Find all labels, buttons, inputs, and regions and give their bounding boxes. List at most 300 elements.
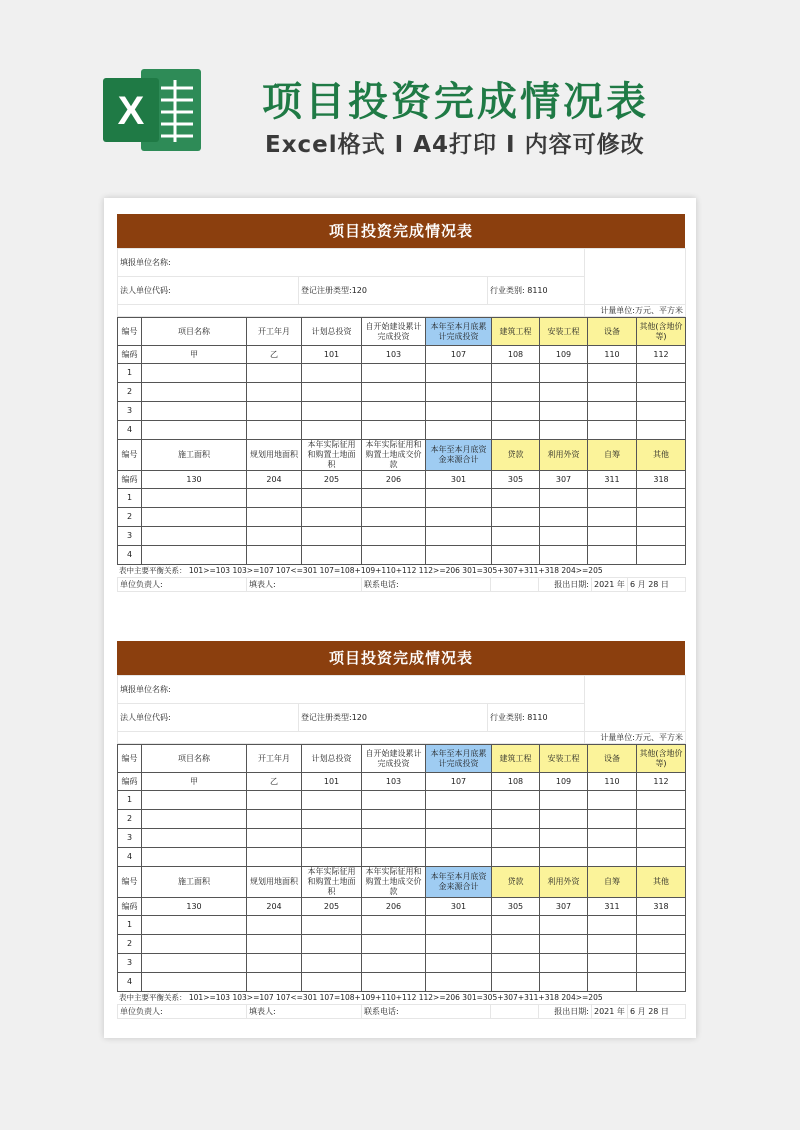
- table1-code-cell: 101: [302, 346, 362, 364]
- data-cell[interactable]: [142, 810, 247, 829]
- data-cell[interactable]: [540, 916, 588, 935]
- data-cell[interactable]: [492, 489, 540, 508]
- data-cell[interactable]: [492, 935, 540, 954]
- table2-header: 本年至本月底资金来源合计: [426, 867, 492, 898]
- data-cell[interactable]: [362, 810, 426, 829]
- report-month-value: 6: [630, 579, 636, 589]
- table1-code-cell: 110: [588, 773, 637, 791]
- table1-header: 其他(含地价等): [637, 745, 686, 773]
- sheet-info-table: [117, 675, 686, 744]
- table2-code-cell: 318: [637, 898, 686, 916]
- data-cell[interactable]: [637, 421, 686, 440]
- report-date-label: 报出日期:: [539, 578, 592, 592]
- data-cell[interactable]: [247, 508, 302, 527]
- data-cell[interactable]: [637, 546, 686, 565]
- data-cell[interactable]: [492, 364, 540, 383]
- data-cell[interactable]: [426, 791, 492, 810]
- document-paper: [104, 198, 696, 1038]
- unit-head-label: 单位负责人:: [118, 578, 247, 592]
- data-cell[interactable]: [637, 973, 686, 992]
- report-day-value: 28: [648, 1006, 659, 1016]
- table2-header: 施工面积: [142, 867, 247, 898]
- data-cell[interactable]: [426, 829, 492, 848]
- balance-note: 表中主要平衡关系： 101>=103 103>=107 107<=301 107=108+109+110+112 112>=206 301=305+307+311+318 204>=205: [119, 993, 603, 1002]
- report-date-label: 报出日期:: [539, 1005, 592, 1019]
- page-subtitle: Excel格式 I A4打印 I 内容可修改: [265, 132, 645, 158]
- table1-code-cell: 110: [588, 346, 637, 364]
- table2-code-cell: 311: [588, 471, 637, 489]
- data-cell[interactable]: [302, 848, 362, 867]
- data-cell[interactable]: [142, 935, 247, 954]
- table1-code-cell: 109: [540, 346, 588, 364]
- data-cell[interactable]: [540, 508, 588, 527]
- data-cell[interactable]: [362, 848, 426, 867]
- table1-header: 自开始建设累计完成投资: [362, 745, 426, 773]
- table1-header: 编号: [118, 745, 142, 773]
- data-cell[interactable]: [492, 810, 540, 829]
- table1-header: 本年至本月底累计完成投资: [426, 745, 492, 773]
- table2-code-cell: 编码: [118, 471, 142, 489]
- data-cell[interactable]: [426, 954, 492, 973]
- table-row: [118, 402, 686, 421]
- data-cell[interactable]: [302, 916, 362, 935]
- data-cell[interactable]: [637, 508, 686, 527]
- table-row: [118, 421, 686, 440]
- table2-code-cell: 206: [362, 898, 426, 916]
- data-cell[interactable]: [302, 383, 362, 402]
- data-cell[interactable]: [540, 973, 588, 992]
- table1-header: 自开始建设累计完成投资: [362, 318, 426, 346]
- table2-code-cell: 307: [540, 471, 588, 489]
- row-number: 2: [118, 508, 142, 527]
- data-cell[interactable]: [540, 527, 588, 546]
- data-cell[interactable]: [426, 546, 492, 565]
- data-cell[interactable]: [637, 527, 686, 546]
- data-cell[interactable]: [637, 383, 686, 402]
- data-cell[interactable]: [540, 489, 588, 508]
- data-cell[interactable]: [588, 848, 637, 867]
- row-number: 1: [118, 489, 142, 508]
- report-sheet-2: [117, 641, 685, 1019]
- data-cell[interactable]: [247, 810, 302, 829]
- table1-code-cell: 109: [540, 773, 588, 791]
- data-cell[interactable]: [588, 364, 637, 383]
- table-row: [118, 973, 686, 992]
- data-cell[interactable]: [247, 954, 302, 973]
- report-day-unit: 日: [660, 1006, 669, 1016]
- data-cell[interactable]: [247, 848, 302, 867]
- table1-code-cell: 103: [362, 773, 426, 791]
- data-cell[interactable]: [362, 916, 426, 935]
- data-cell[interactable]: [588, 508, 637, 527]
- industry-category: 行业类别: 8110: [488, 704, 585, 732]
- table-row: [118, 383, 686, 402]
- data-cell[interactable]: [588, 935, 637, 954]
- table2-code-cell: 301: [426, 471, 492, 489]
- data-cell[interactable]: [142, 829, 247, 848]
- data-cell[interactable]: [588, 421, 637, 440]
- table-row: [118, 527, 686, 546]
- table-row: [118, 546, 686, 565]
- table2-header: 本年至本月底资金来源合计: [426, 440, 492, 471]
- row-number: 3: [118, 527, 142, 546]
- data-cell[interactable]: [362, 402, 426, 421]
- data-cell[interactable]: [588, 546, 637, 565]
- phone-label: 联系电话:: [362, 578, 491, 592]
- data-cell[interactable]: [426, 402, 492, 421]
- data-cell[interactable]: [142, 848, 247, 867]
- data-cell[interactable]: [492, 383, 540, 402]
- row-number: 4: [118, 848, 142, 867]
- table1-code-cell: 108: [492, 773, 540, 791]
- data-cell[interactable]: [142, 954, 247, 973]
- data-cell[interactable]: [492, 421, 540, 440]
- row-number: 1: [118, 364, 142, 383]
- table1-header: 建筑工程: [492, 318, 540, 346]
- table1-code-cell: 101: [302, 773, 362, 791]
- report-month-unit: 月: [637, 579, 646, 589]
- data-cell[interactable]: [142, 402, 247, 421]
- data-cell[interactable]: [142, 383, 247, 402]
- data-cell[interactable]: [540, 935, 588, 954]
- legal-code-label: 法人单位代码:: [118, 704, 299, 732]
- data-cell[interactable]: [247, 973, 302, 992]
- investment-table: [117, 317, 686, 565]
- row-number: 4: [118, 421, 142, 440]
- table-row: [118, 791, 686, 810]
- report-month-day: [628, 1005, 686, 1019]
- report-year: [592, 1005, 628, 1019]
- data-cell[interactable]: [492, 527, 540, 546]
- table2-header: 自筹: [588, 440, 637, 471]
- reporting-unit-label: 填报单位名称:: [118, 676, 585, 704]
- data-cell[interactable]: [426, 848, 492, 867]
- table1-header: 开工年月: [247, 318, 302, 346]
- data-cell[interactable]: [637, 791, 686, 810]
- filler-label: 填表人:: [247, 1005, 362, 1019]
- table2-header: 施工面积: [142, 440, 247, 471]
- report-month-value: 6: [630, 1006, 636, 1016]
- table1-code-cell: 乙: [247, 773, 302, 791]
- data-cell[interactable]: [426, 421, 492, 440]
- unit-head-label: 单位负责人:: [118, 1005, 247, 1019]
- table1-header: 安装工程: [540, 318, 588, 346]
- data-cell[interactable]: [588, 810, 637, 829]
- data-cell[interactable]: [247, 402, 302, 421]
- table1-header: 其他(含地价等): [637, 318, 686, 346]
- report-year-unit: 年: [616, 1006, 625, 1016]
- table2-code-cell: 编码: [118, 898, 142, 916]
- table1-header: 开工年月: [247, 745, 302, 773]
- table2-header: 编号: [118, 867, 142, 898]
- table2-header: 本年实际征用和购置土地成交价款: [362, 867, 426, 898]
- table2-header: 本年实际征用和购置土地成交价款: [362, 440, 426, 471]
- row-number: 3: [118, 829, 142, 848]
- registration-type: 登记注册类型:120: [299, 277, 488, 305]
- data-cell[interactable]: [492, 402, 540, 421]
- phone-label: 联系电话:: [362, 1005, 491, 1019]
- data-cell[interactable]: [247, 364, 302, 383]
- table1-code-cell: 乙: [247, 346, 302, 364]
- row-number: 2: [118, 383, 142, 402]
- data-cell[interactable]: [540, 791, 588, 810]
- table1-header: 设备: [588, 318, 637, 346]
- data-cell[interactable]: [588, 829, 637, 848]
- data-cell[interactable]: [142, 489, 247, 508]
- data-cell[interactable]: [302, 810, 362, 829]
- report-year-value: 2021: [594, 1006, 615, 1016]
- row-number: 3: [118, 954, 142, 973]
- data-cell[interactable]: [362, 508, 426, 527]
- data-cell[interactable]: [142, 973, 247, 992]
- data-cell[interactable]: [362, 421, 426, 440]
- table2-code-cell: 307: [540, 898, 588, 916]
- data-cell[interactable]: [540, 829, 588, 848]
- table2-code-cell: 206: [362, 471, 426, 489]
- table1-header: 计划总投资: [302, 745, 362, 773]
- data-cell[interactable]: [302, 364, 362, 383]
- data-cell[interactable]: [540, 364, 588, 383]
- row-number: 2: [118, 935, 142, 954]
- table2-code-cell: 204: [247, 471, 302, 489]
- data-cell[interactable]: [362, 364, 426, 383]
- data-cell[interactable]: [492, 508, 540, 527]
- data-cell[interactable]: [302, 829, 362, 848]
- investment-table: [117, 744, 686, 992]
- table1-header: 建筑工程: [492, 745, 540, 773]
- data-cell[interactable]: [588, 954, 637, 973]
- data-cell[interactable]: [426, 810, 492, 829]
- table2-header: 本年实际征用和购置土地面积: [302, 867, 362, 898]
- table1-code-cell: 112: [637, 346, 686, 364]
- data-cell[interactable]: [302, 791, 362, 810]
- report-month-day: [628, 578, 686, 592]
- table1-code-cell: 编码: [118, 346, 142, 364]
- table1-header: 项目名称: [142, 745, 247, 773]
- data-cell[interactable]: [540, 383, 588, 402]
- table2-header: 自筹: [588, 867, 637, 898]
- data-cell[interactable]: [362, 954, 426, 973]
- table1-header: 安装工程: [540, 745, 588, 773]
- data-cell[interactable]: [247, 916, 302, 935]
- data-cell[interactable]: [588, 916, 637, 935]
- table2-header: 其他: [637, 867, 686, 898]
- data-cell[interactable]: [426, 489, 492, 508]
- data-cell[interactable]: [142, 546, 247, 565]
- table2-code-cell: 305: [492, 471, 540, 489]
- row-number: 1: [118, 791, 142, 810]
- table-row: [118, 848, 686, 867]
- table1-code-cell: 编码: [118, 773, 142, 791]
- data-cell[interactable]: [588, 973, 637, 992]
- report-year: [592, 578, 628, 592]
- report-month-unit: 月: [637, 1006, 646, 1016]
- page-title: 项目投资完成情况表: [262, 79, 649, 125]
- data-cell[interactable]: [362, 546, 426, 565]
- balance-note: 表中主要平衡关系： 101>=103 103>=107 107<=301 107=108+109+110+112 112>=206 301=305+307+311+318 204>=205: [119, 566, 603, 575]
- data-cell[interactable]: [637, 402, 686, 421]
- data-cell[interactable]: [142, 364, 247, 383]
- data-cell[interactable]: [302, 489, 362, 508]
- table1-header: 项目名称: [142, 318, 247, 346]
- data-cell[interactable]: [492, 848, 540, 867]
- report-day-value: 28: [648, 579, 659, 589]
- report-year-value: 2021: [594, 579, 615, 589]
- report-day-unit: 日: [660, 579, 669, 589]
- table2-header: 编号: [118, 440, 142, 471]
- table-row: [118, 935, 686, 954]
- row-number: 2: [118, 810, 142, 829]
- data-cell[interactable]: [142, 527, 247, 546]
- row-number: 4: [118, 546, 142, 565]
- data-cell[interactable]: [302, 935, 362, 954]
- table-row: [118, 954, 686, 973]
- data-cell[interactable]: [362, 935, 426, 954]
- table-row: [118, 364, 686, 383]
- table-row: [118, 489, 686, 508]
- data-cell[interactable]: [637, 489, 686, 508]
- table2-header: 规划用地面积: [247, 440, 302, 471]
- logo-letter: X: [117, 89, 145, 133]
- data-cell[interactable]: [540, 810, 588, 829]
- data-cell[interactable]: [142, 791, 247, 810]
- report-sheet-1: [117, 214, 685, 592]
- table2-code-cell: 305: [492, 898, 540, 916]
- table2-code-cell: 205: [302, 898, 362, 916]
- data-cell[interactable]: [637, 810, 686, 829]
- table1-code-cell: 107: [426, 346, 492, 364]
- data-cell[interactable]: [302, 546, 362, 565]
- table2-code-cell: 301: [426, 898, 492, 916]
- data-cell[interactable]: [142, 421, 247, 440]
- row-number: 4: [118, 973, 142, 992]
- data-cell[interactable]: [540, 421, 588, 440]
- data-cell[interactable]: [588, 527, 637, 546]
- data-cell[interactable]: [247, 421, 302, 440]
- table1-code-cell: 103: [362, 346, 426, 364]
- data-cell[interactable]: [637, 829, 686, 848]
- data-cell[interactable]: [637, 916, 686, 935]
- table2-code-cell: 130: [142, 471, 247, 489]
- data-cell[interactable]: [426, 527, 492, 546]
- table-row: [118, 810, 686, 829]
- registration-type: 登记注册类型:120: [299, 704, 488, 732]
- data-cell[interactable]: [362, 791, 426, 810]
- industry-category: 行业类别: 8110: [488, 277, 585, 305]
- data-cell[interactable]: [492, 916, 540, 935]
- data-cell[interactable]: [540, 546, 588, 565]
- table1-header: 编号: [118, 318, 142, 346]
- table2-code-cell: 205: [302, 471, 362, 489]
- table-row: [118, 508, 686, 527]
- table-row: [118, 829, 686, 848]
- table2-header: 本年实际征用和购置土地面积: [302, 440, 362, 471]
- data-cell[interactable]: [426, 973, 492, 992]
- data-cell[interactable]: [426, 916, 492, 935]
- data-cell[interactable]: [362, 489, 426, 508]
- table1-header: 本年至本月底累计完成投资: [426, 318, 492, 346]
- data-cell[interactable]: [247, 489, 302, 508]
- table2-header: 其他: [637, 440, 686, 471]
- data-cell[interactable]: [302, 527, 362, 546]
- data-cell[interactable]: [302, 973, 362, 992]
- data-cell[interactable]: [302, 954, 362, 973]
- data-cell[interactable]: [426, 364, 492, 383]
- data-cell[interactable]: [637, 954, 686, 973]
- data-cell[interactable]: [247, 935, 302, 954]
- data-cell[interactable]: [247, 527, 302, 546]
- table2-header: 贷款: [492, 440, 540, 471]
- data-cell[interactable]: [588, 402, 637, 421]
- data-cell[interactable]: [540, 954, 588, 973]
- data-cell[interactable]: [637, 364, 686, 383]
- excel-logo-icon: [101, 66, 203, 154]
- data-cell[interactable]: [492, 791, 540, 810]
- data-cell[interactable]: [247, 829, 302, 848]
- row-number: 3: [118, 402, 142, 421]
- data-cell[interactable]: [492, 829, 540, 848]
- data-cell[interactable]: [247, 791, 302, 810]
- data-cell[interactable]: [588, 383, 637, 402]
- report-year-unit: 年: [616, 579, 625, 589]
- sheet-info-table: [117, 248, 686, 317]
- table1-code-cell: 甲: [142, 773, 247, 791]
- reporting-unit-label: 填报单位名称:: [118, 249, 585, 277]
- table1-code-cell: 甲: [142, 346, 247, 364]
- data-cell[interactable]: [588, 791, 637, 810]
- table2-code-cell: 318: [637, 471, 686, 489]
- data-cell[interactable]: [302, 402, 362, 421]
- data-cell[interactable]: [142, 916, 247, 935]
- data-cell[interactable]: [637, 935, 686, 954]
- data-cell[interactable]: [492, 954, 540, 973]
- table2-code-cell: 311: [588, 898, 637, 916]
- table1-code-cell: 108: [492, 346, 540, 364]
- table1-header: 计划总投资: [302, 318, 362, 346]
- data-cell[interactable]: [142, 508, 247, 527]
- data-cell[interactable]: [540, 402, 588, 421]
- sheet-title: 项目投资完成情况表: [117, 641, 685, 675]
- row-number: 1: [118, 916, 142, 935]
- data-cell[interactable]: [362, 383, 426, 402]
- data-cell[interactable]: [588, 489, 637, 508]
- table1-code-cell: 112: [637, 773, 686, 791]
- filler-label: 填表人:: [247, 578, 362, 592]
- table2-code-cell: 130: [142, 898, 247, 916]
- legal-code-label: 法人单位代码:: [118, 277, 299, 305]
- sheet-footer: [117, 1004, 686, 1019]
- data-cell[interactable]: [637, 848, 686, 867]
- data-cell[interactable]: [302, 421, 362, 440]
- data-cell[interactable]: [247, 546, 302, 565]
- data-cell[interactable]: [426, 935, 492, 954]
- data-cell[interactable]: [362, 527, 426, 546]
- data-cell[interactable]: [492, 973, 540, 992]
- table1-header: 设备: [588, 745, 637, 773]
- data-cell[interactable]: [362, 973, 426, 992]
- data-cell[interactable]: [540, 848, 588, 867]
- data-cell[interactable]: [302, 508, 362, 527]
- data-cell[interactable]: [426, 383, 492, 402]
- sheet-title: 项目投资完成情况表: [117, 214, 685, 248]
- unit-note: 计量单位:万元、平方米: [585, 305, 686, 317]
- table1-code-cell: 107: [426, 773, 492, 791]
- unit-note: 计量单位:万元、平方米: [585, 732, 686, 744]
- data-cell[interactable]: [426, 508, 492, 527]
- data-cell[interactable]: [362, 829, 426, 848]
- data-cell[interactable]: [492, 546, 540, 565]
- data-cell[interactable]: [247, 383, 302, 402]
